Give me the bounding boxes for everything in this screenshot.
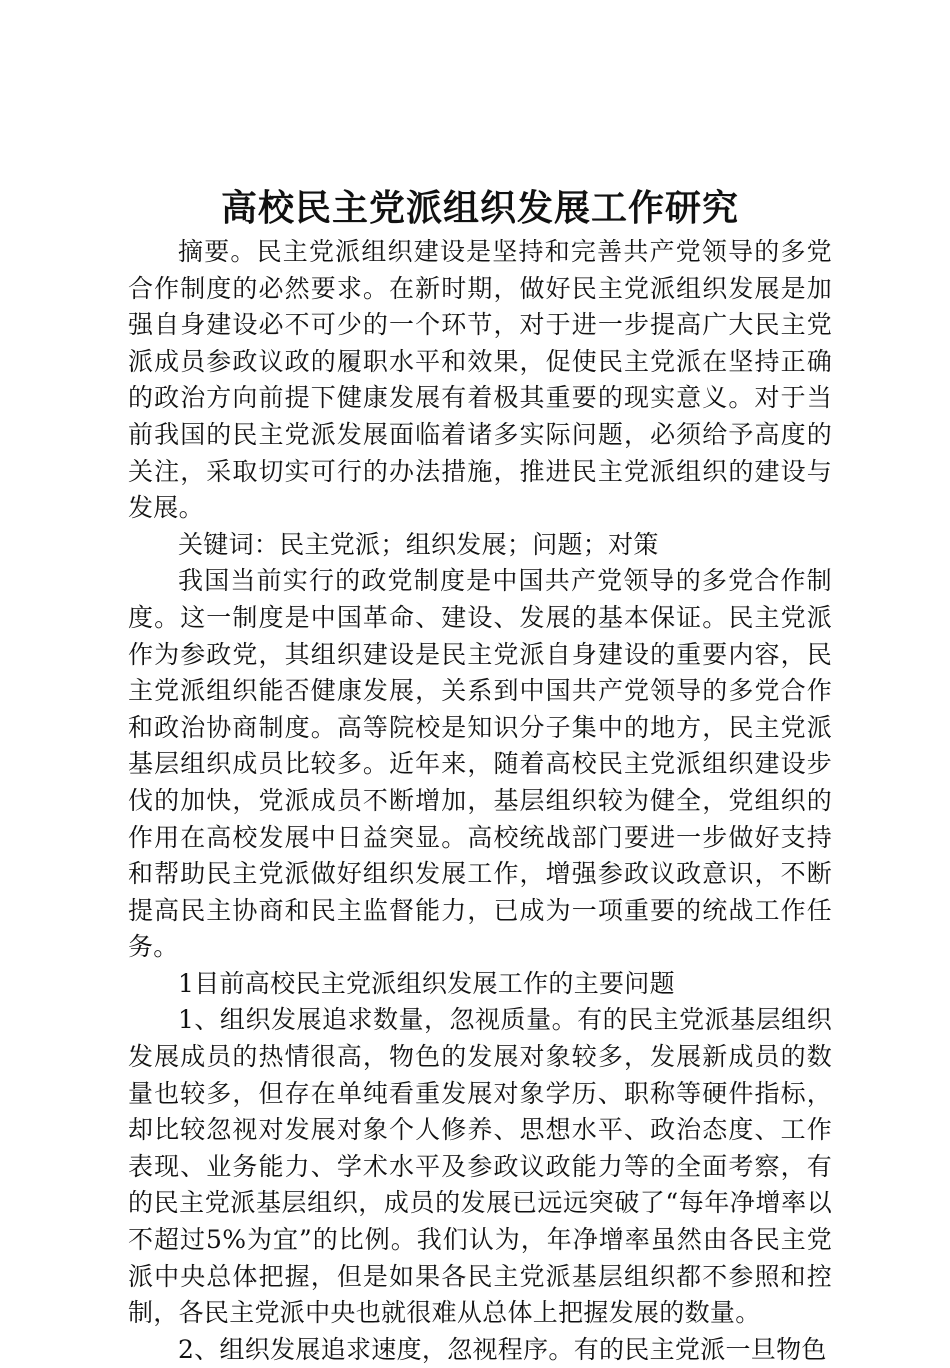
document-page: [128, 182, 832, 1368]
document-title: 高校民主党派组织发展工作研究: [220, 187, 739, 229]
section-heading: 1目前高校民主党派组织发展工作的主要问题: [178, 968, 675, 998]
body-paragraph: 我国当前实行的政党制度是中国共产党领导的多党合作制度。这一制度是中国革命、建设、发展的基本保证。民主党派作为参政党，其组织建设是民主党派自身建设的重要内容，民主党派组织能否健康发展，关系到中国共产党领导的多党合作和政治协商制度。高等院校是知识分子集中的地方，民主党派基层组织成员比较多。近年来，随着高校民主党派组织建设步伐的加快，党派成员不断增加，基层组织较为健全，党组织的作用在高校发展中日益突显。高校统战部门要进一步做好支持和帮助民主党派做好组织发展工作，增强参政议政意识，不断提高民主协商和民主监督能力，已成为一项重要的统战工作任务。: [128, 566, 832, 962]
abstract-paragraph: 摘要。民主党派组织建设是坚持和完善共产党领导的多党合作制度的必然要求。在新时期，做好民主党派组织发展是加强自身建设必不可少的一个环节，对于进一步提高广大民主党派成员参政议政的履职水平和效果，促使民主党派在坚持正确的政治方向前提下健康发展有着极其重要的现实意义。对于当前我国的民主党派发展面临着诸多实际问题，必须给予高度的关注，采取切实可行的办法措施，推进民主党派组织的建设与发展。: [128, 237, 832, 523]
body-paragraph: 1、组织发展追求数量，忽视质量。有的民主党派基层组织发展成员的热情很高，物色的发展对象较多，发展新成员的数量也较多，但存在单纯看重发展对象学历、职称等硬件指标，却比较忽视对发展对象个人修养、思想水平、政治态度、工作表现、业务能力、学术水平及参政议政能力等的全面考察，有的民主党派基层组织，成员的发展已远远突破了“每年净增率以不超过5%为宜”的比例。我们认为，年净增率虽然由各民主党派中央总体把握，但是如果各民主党派基层组织都不参照和控制，各民主党派中央也就很难从总体上把握发展的数量。: [128, 1005, 832, 1328]
body-paragraph: 2、组织发展追求速度，忽视程序。有的民主党派一旦物色: [178, 1334, 827, 1364]
keywords-paragraph: 关键词：民主党派；组织发展；问题；对策: [178, 529, 659, 559]
